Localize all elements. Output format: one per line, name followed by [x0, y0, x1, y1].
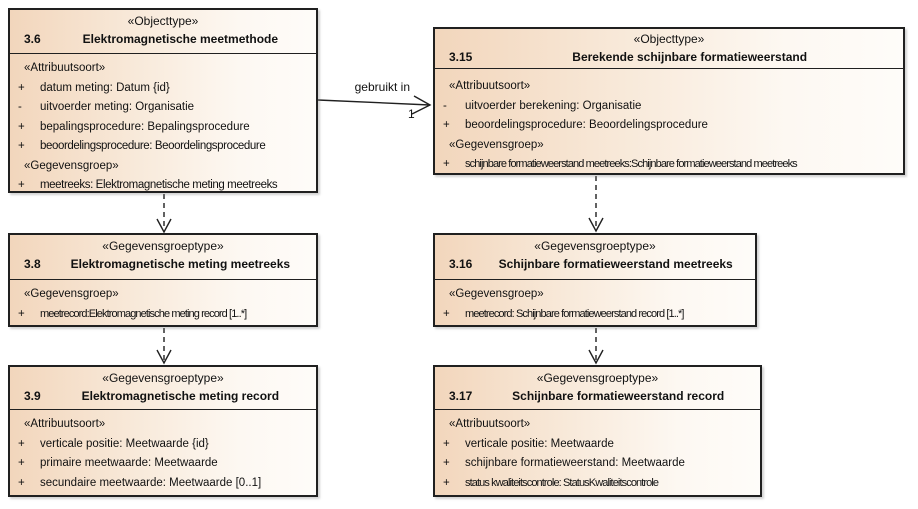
box-name: Berekende schijnbare formatieweerstand: [572, 50, 808, 64]
attribute-text: beoordelingsprocedure: Beoordelingsprocedure: [40, 140, 266, 152]
attribute-row: [435, 305, 755, 325]
visibility-prefix: +: [18, 457, 25, 469]
title-line: [10, 32, 316, 46]
attribute-row: [10, 454, 316, 474]
visibility-prefix: +: [443, 476, 450, 489]
box-body: [435, 410, 760, 493]
stereotype-label: «Objecttype»: [633, 32, 705, 46]
box-header: [435, 29, 903, 69]
attribute-row: [435, 155, 903, 175]
box-body: [10, 54, 316, 196]
box-header: [10, 10, 316, 54]
visibility-prefix: +: [443, 119, 450, 131]
attribute-text: status kwaliteitscontrole: StatusKwaliteitscontrole: [465, 476, 659, 489]
visibility-prefix: +: [18, 120, 25, 133]
uml-class-3-17-schijnbare-formatieweerstand-record: [433, 365, 762, 497]
uml-class-3-9-elektromagnetische-meting-record: [8, 365, 318, 497]
visibility-prefix: -: [18, 101, 22, 113]
visibility-prefix: +: [18, 81, 25, 94]
title-line: [435, 50, 903, 64]
box-id: 3.8: [24, 257, 41, 271]
box-name: Schijnbare formatieweerstand meetreeks: [498, 257, 733, 271]
dependency-arrowhead-icon: [157, 219, 171, 232]
stereotype-label: «Gegevensgroeptype»: [534, 239, 656, 253]
box-name: Elektromagnetische meetmethode: [82, 32, 279, 46]
attribute-text: meetrecord: Schijnbare formatieweerstand record [1..*]: [465, 307, 684, 320]
box-id: 3.17: [449, 389, 473, 403]
group-stereotype-label: «Attribuutsoort»: [449, 418, 531, 430]
box-body: [435, 69, 903, 175]
attribute-text: meetrecord:Elektromagnetische meting record [1..*]: [40, 307, 247, 320]
stereotype-label: «Gegevensgroeptype»: [102, 371, 224, 385]
attribute-row: [435, 454, 760, 474]
attribute-text: datum meting: Datum {id}: [40, 81, 170, 94]
box-header: [10, 367, 316, 410]
attribute-text: beoordelingsprocedure: Beoordelingsprocedure: [465, 119, 708, 131]
visibility-prefix: -: [443, 99, 447, 112]
box-name: Elektromagnetische meting meetreeks: [70, 257, 291, 271]
attribute-row: [435, 116, 903, 136]
dependency-arrowhead-icon: [157, 350, 171, 363]
box-id: 3.16: [449, 257, 473, 271]
box-name: Schijnbare formatieweerstand record: [512, 389, 725, 403]
attribute-row: [10, 305, 316, 325]
uml-class-3-8-elektromagnetische-meting-meetreeks: [8, 233, 318, 327]
visibility-prefix: +: [18, 140, 25, 152]
attribute-row: [10, 137, 316, 157]
stereotype-label: «Objecttype»: [127, 14, 199, 28]
box-id: 3.6: [24, 32, 41, 46]
group-stereotype-label: «Attribuutsoort»: [24, 418, 106, 430]
group-stereotype-label: «Gegevensgroep»: [24, 159, 119, 172]
box-id: 3.15: [449, 50, 473, 64]
stereotype-label: «Gegevensgroeptype»: [536, 371, 659, 385]
visibility-prefix: +: [18, 437, 25, 450]
attribute-text: uitvoerder meting: Organisatie: [40, 101, 195, 113]
uml-class-3-15-berekende-schijnbare-formatieweerstand: [433, 27, 905, 175]
title-line: [435, 257, 755, 271]
title-line: [10, 257, 316, 271]
attribute-text: schijnbare formatieweerstand: Meetwaarde: [465, 457, 685, 469]
dependency-arrowhead-icon: [589, 218, 603, 231]
box-body: [435, 280, 755, 324]
attribute-row: [435, 435, 760, 455]
attribute-row: [10, 98, 316, 118]
attribute-row: [435, 97, 903, 117]
attribute-text: primaire meetwaarde: Meetwaarde: [40, 457, 218, 469]
dependency-arrow-3-8-to-3-9: [157, 328, 171, 363]
title-line: [10, 389, 316, 403]
visibility-prefix: +: [18, 179, 25, 191]
visibility-prefix: +: [18, 307, 25, 320]
attribute-row: [10, 79, 316, 99]
attribute-row: [10, 118, 316, 138]
dependency-arrow-3-6-to-3-8: [157, 194, 171, 232]
uml-class-3-6-elektromagnetische-meetmethode: [8, 8, 318, 193]
attribute-row: [10, 474, 316, 494]
dependency-arrow-3-16-to-3-17: [589, 328, 603, 363]
group-stereotype-label: «Attribuutsoort»: [24, 62, 106, 74]
visibility-prefix: +: [443, 307, 450, 320]
attribute-text: uitvoerder berekening: Organisatie: [465, 99, 642, 112]
attribute-row: [435, 474, 760, 494]
group-stereotype-label: «Attribuutsoort»: [449, 80, 531, 92]
visibility-prefix: +: [443, 158, 450, 170]
stereotype-label: «Gegevensgroeptype»: [102, 239, 224, 253]
attribute-text: schijnbare formatieweerstand meetreeks:Schijnbare formatieweerstand meetreeks: [465, 158, 797, 170]
association-multiplicity: 1: [408, 107, 415, 121]
box-header: [435, 367, 760, 410]
dependency-arrowhead-icon: [589, 350, 603, 363]
visibility-prefix: +: [18, 476, 25, 489]
attribute-row: [10, 176, 316, 196]
group-stereotype-label: «Gegevensgroep»: [449, 138, 544, 151]
visibility-prefix: +: [443, 437, 450, 450]
box-body: [10, 280, 316, 324]
attribute-text: meetreeks: Elektromagnetische meting meetreeks: [40, 179, 278, 191]
attribute-text: secundaire meetwaarde: Meetwaarde [0..1]: [40, 476, 262, 489]
title-line: [435, 389, 760, 403]
attribute-text: bepalingsprocedure: Bepalingsprocedure: [40, 120, 250, 133]
box-id: 3.9: [24, 389, 41, 403]
box-body: [10, 410, 316, 493]
attribute-text: verticale positie: Meetwaarde {id}: [40, 437, 209, 450]
uml-class-3-16-schijnbare-formatieweerstand-meetreeks: [433, 233, 757, 327]
visibility-prefix: +: [443, 457, 450, 469]
association-label: gebruikt in: [354, 80, 410, 94]
dependency-arrow-3-15-to-3-16: [589, 176, 603, 231]
group-stereotype-label: «Gegevensgroep»: [449, 288, 544, 300]
group-stereotype-label: «Gegevensgroep»: [24, 288, 119, 300]
attribute-text: verticale positie: Meetwaarde: [465, 437, 614, 450]
attribute-row: [10, 435, 316, 455]
box-header: [10, 235, 316, 280]
box-name: Elektromagnetische meting record: [81, 389, 280, 403]
box-header: [435, 235, 755, 280]
